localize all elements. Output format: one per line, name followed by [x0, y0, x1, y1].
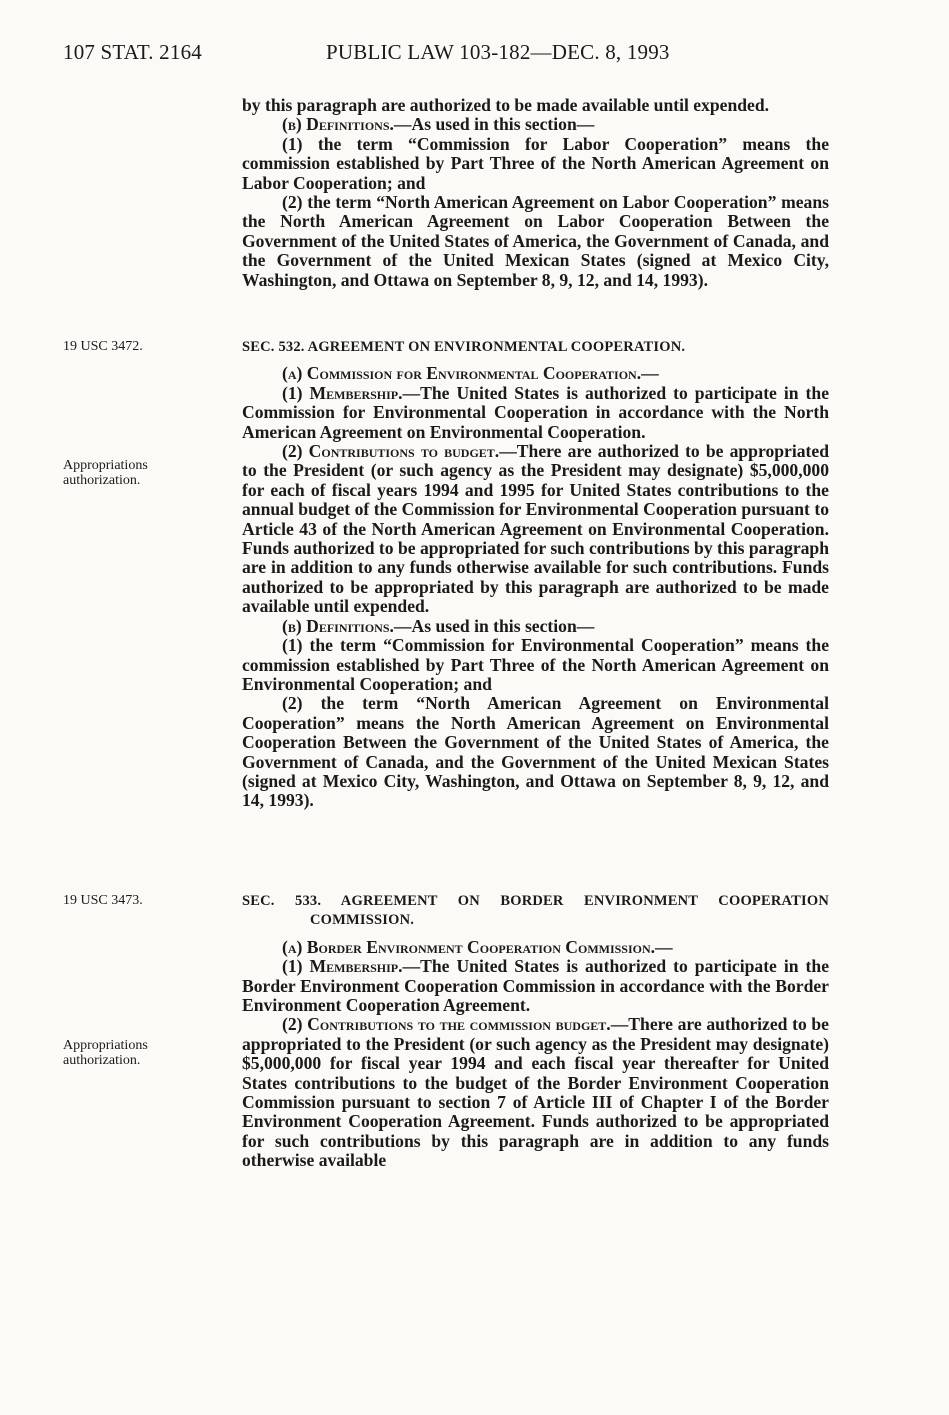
margin-note-line: Appropriations	[63, 458, 148, 473]
paragraph-label: (1) Membership.	[282, 956, 403, 977]
paragraph-text: —The United States is authorized to participate in the Commission for Environmental Cooperation in accordance with the North American Agreement on Environmental Cooperation.	[242, 382, 829, 442]
running-header: PUBLIC LAW 103-182—DEC. 8, 1993	[326, 40, 670, 64]
paragraph-label: (1) Membership.	[282, 382, 403, 403]
margin-note-line: authorization.	[63, 473, 141, 488]
paragraph-contributions	[242, 442, 829, 617]
subsection-heading: (a) Commission for Environmental Cooperation.—	[282, 363, 659, 384]
paragraph-label: (2) Contributions to the commission budget.	[282, 1014, 611, 1035]
section-heading-533: SEC. 533. AGREEMENT ON BORDER ENVIRONMENT COOPERATION COMMISSION.	[242, 893, 829, 929]
paragraph-text: —As used in this section—	[393, 615, 595, 636]
margin-note-usc-3473: 19 USC 3473.	[63, 893, 143, 908]
paragraph-membership	[242, 957, 829, 1015]
paragraph-label: (b) Definitions.	[282, 615, 394, 636]
paragraph-contributions	[242, 1015, 829, 1170]
paragraph-text: —The United States is authorized to participate in the Border Environment Cooperation Commission in accordance with the Border Environment Cooperation Agreement.	[242, 956, 829, 1016]
paragraph-membership	[242, 384, 829, 442]
paragraph-text: —There are authorized to be appropriated to the President (or such agency as the President may designate) $5,000,000 for fiscal year 1994 and each fiscal year thereafter for United States contributions to the budget of the Border Environment Cooperation Commission pursuant to section 7 of Article III of Chapter I of the Border Environment Cooperation Agreement. Funds authorized to be appropriated for such contributions by this paragraph are in addition to any funds otherwise available	[242, 1014, 829, 1171]
paragraph: (2) the term “North American Agreement on Environmental Cooperation” means the North American Agreement on Environmental Cooperation Between the Government of the United States of America, the Government of Canada, and the Government of the United Mexican States (signed at Mexico City, Washington, and Ottawa on September 8, 9, 12, and 14, 1993).	[242, 693, 829, 811]
margin-note-appropriations-2	[63, 1038, 148, 1068]
paragraph: by this paragraph are authorized to be made available until expended.	[242, 95, 770, 115]
paragraph: (1) the term “Commission for Labor Cooperation” means the commission established by Part Three of the North American Agreement on Labor Cooperation; and	[242, 133, 829, 193]
paragraph-text: —As used in this section—	[393, 114, 595, 135]
paragraph: (2) the term “North American Agreement on Labor Cooperation” means the North American Agreement on Labor Cooperation Between the Government of the United States of America, the Government of Canada, and the Government of the United Mexican States (signed at Mexico City, Washington, and Ottawa on September 8, 9, 12, and 14, 1993).	[242, 192, 829, 290]
margin-note-line: authorization.	[63, 1053, 141, 1068]
section-heading-532: SEC. 532. AGREEMENT ON ENVIRONMENTAL COOPERATION.	[242, 339, 686, 355]
subsection-heading: (a) Border Environment Cooperation Commission.—	[282, 936, 673, 957]
paragraph-definitions	[242, 115, 829, 134]
margin-note-line: Appropriations	[63, 1038, 148, 1053]
text-block-sec-531-tail	[242, 96, 829, 290]
text-block-sec-532	[242, 338, 829, 811]
margin-note-appropriations-1	[63, 458, 148, 488]
paragraph-definitions	[242, 617, 829, 636]
paragraph-label: (b) Definitions.	[282, 114, 394, 135]
margin-note-usc-3472: 19 USC 3472.	[63, 339, 143, 354]
paragraph: (1) the term “Commission for Environmental Cooperation” means the commission established by Part Three of the North American Agreement on Environmental Cooperation; and	[242, 635, 829, 694]
page-stat-number: 107 STAT. 2164	[63, 40, 202, 64]
text-block-sec-533	[242, 892, 829, 1171]
paragraph-text: —There are authorized to be appropriated to the President (or such agency as the President may designate) $5,000,000 for each of fiscal years 1994 and 1995 for United States contributions to the annual budget of the Commission for Environmental Cooperation pursuant to Article 43 of the North American Agreement on Environmental Cooperation. Funds authorized to be appropriated for such contributions by this paragraph are in addition to any funds otherwise available for such contributions. Funds authorized to be appropriated by this paragraph are authorized to be made available until expended.	[242, 441, 829, 617]
paragraph-label: (2) Contributions to budget.	[282, 441, 500, 462]
